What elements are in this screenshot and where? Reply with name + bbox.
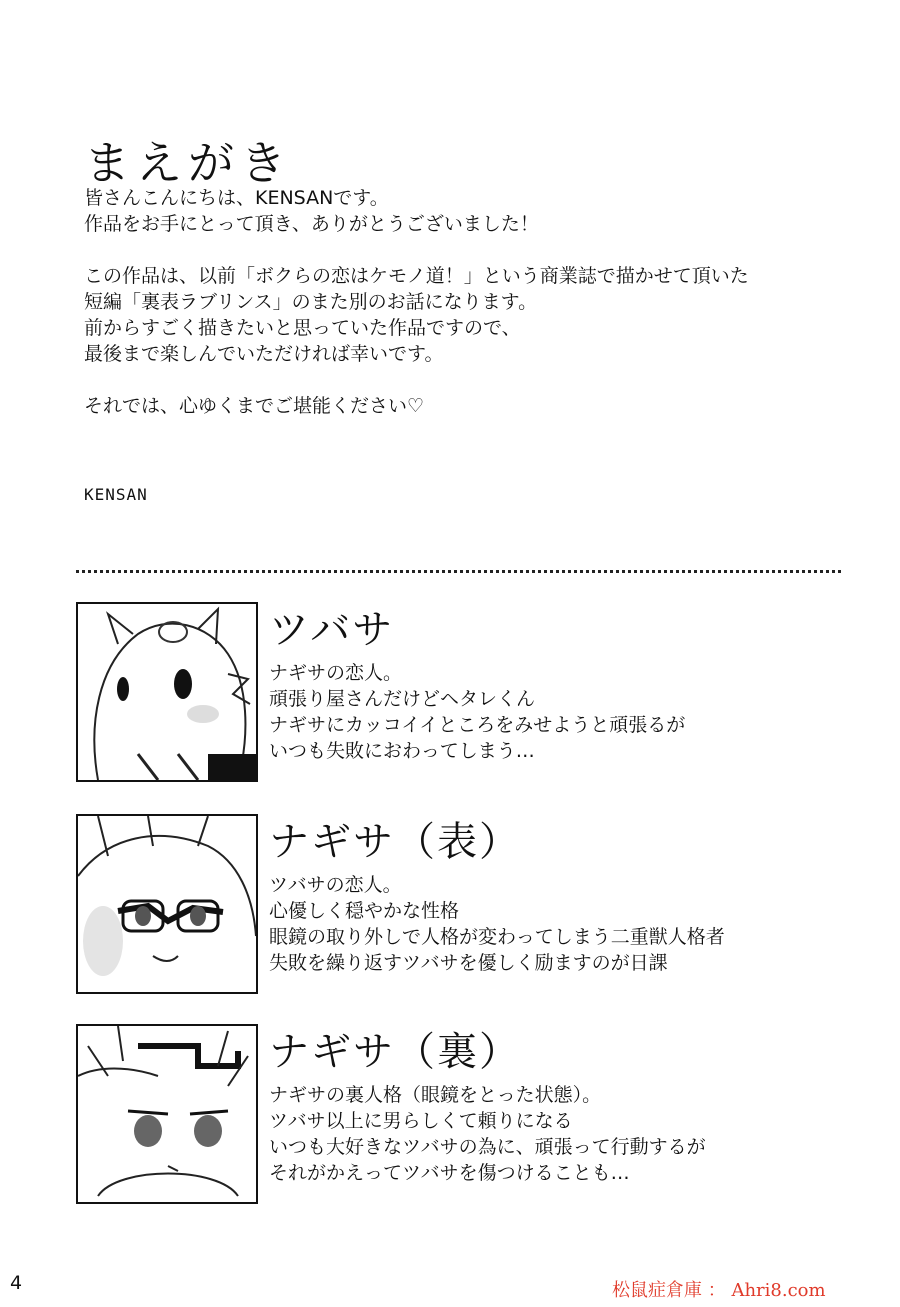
intro-line: 前からすごく描きたいと思っていた作品ですので、: [84, 317, 521, 339]
page-number: 4: [10, 1272, 23, 1294]
page-title: まえがき: [84, 135, 292, 190]
description-line: ツバサの恋人。: [269, 874, 402, 896]
character-description: [269, 1082, 706, 1186]
character-portrait-tsubasa: [76, 602, 258, 782]
intro-line: この作品は、以前「ボクらの恋はケモノ道！」という商業誌で描かせて頂いた: [84, 265, 749, 287]
intro-paragraph-1: [84, 185, 844, 237]
character-portrait-nagisa-front: [76, 814, 258, 994]
intro-line: 最後まで楽しんでいただければ幸いです。: [84, 343, 444, 365]
description-line: いつも大好きなツバサの為に、頑張って行動するが: [269, 1136, 706, 1158]
description-line: ナギサにカッコイイところをみせようと頑張るが: [269, 714, 686, 736]
character-portrait-nagisa-back: [76, 1024, 258, 1204]
watermark-text: 松鼠症倉庫 ： Ahri8.com: [612, 1280, 826, 1301]
intro-text: [84, 185, 844, 445]
intro-paragraph-3: [84, 393, 844, 419]
character-profile-nagisa-front: [76, 814, 856, 1004]
character-description: [269, 660, 685, 764]
character-name: ナギサ（裏）: [269, 1029, 521, 1075]
description-line: 眼鏡の取り外しで人格が変わってしまう二重獣人格者: [269, 926, 725, 948]
character-name: ツバサ: [269, 607, 395, 653]
description-line: いつも失敗におわってしまう…: [269, 740, 535, 762]
intro-line: 作品をお手にとって頂き、ありがとうございました！: [84, 213, 539, 235]
intro-line: 皆さんこんにちは、KENSANです。: [84, 187, 389, 209]
description-line: ツバサ以上に男らしくて頼りになる: [269, 1110, 573, 1132]
intro-paragraph-2: [84, 263, 844, 367]
description-line: ナギサの恋人。: [269, 662, 403, 684]
description-line: 失敗を繰り返すツバサを優しく励ますのが日課: [269, 952, 668, 974]
author-signature: KENSAN: [84, 485, 148, 504]
character-profile-tsubasa: [76, 602, 856, 792]
description-line: 心優しく穏やかな性格: [269, 900, 460, 922]
description-line: 頑張り屋さんだけどヘタレくん: [269, 688, 536, 710]
character-profile-nagisa-back: [76, 1024, 856, 1214]
description-line: ナギサの裏人格（眼鏡をとった状態）。: [269, 1084, 602, 1106]
character-description: [269, 872, 725, 976]
intro-line: それでは、心ゆくまでご堪能ください♡: [84, 395, 425, 417]
description-line: それがかえってツバサを傷つけることも…: [269, 1162, 630, 1184]
character-name: ナギサ（表）: [269, 819, 521, 865]
intro-line: 短編「裏表ラブリンス」のまた別のお話になります。: [84, 291, 538, 313]
dotted-divider: [76, 570, 841, 573]
